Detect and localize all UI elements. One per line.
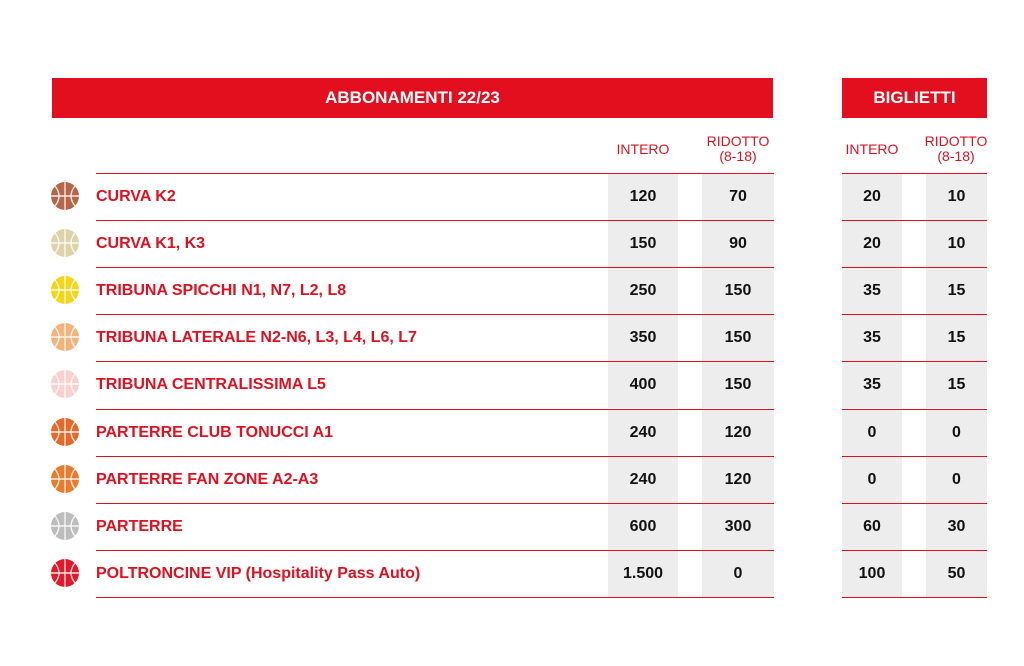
row-divider <box>96 597 774 598</box>
big-intero-cell: 20 <box>863 188 881 206</box>
big-ridotto-cell: 0 <box>952 423 961 441</box>
biglietti-title: BIGLIETTI <box>873 88 956 107</box>
col-header-label: RIDOTTO <box>706 133 770 149</box>
basketball-icon <box>50 464 80 494</box>
basketball-icon <box>50 511 80 541</box>
abb-ridotto-cell: 70 <box>729 188 747 206</box>
big-ridotto-cell: 0 <box>952 470 961 488</box>
row-divider <box>842 597 987 598</box>
abb-intero-cell: 250 <box>629 282 657 300</box>
big-ridotto-cell: 15 <box>947 282 966 300</box>
row-label: TRIBUNA LATERALE N2-N6, L3, L4, L6, L7 <box>96 329 417 347</box>
col-header-label: INTERO <box>845 140 899 157</box>
abb-ridotto-cell: 0 <box>733 564 743 582</box>
abb-ridotto-cell: 300 <box>724 517 752 535</box>
big-intero-cell: 0 <box>867 423 877 441</box>
biglietti-banner <box>842 78 987 118</box>
col-header-big-ridotto <box>920 131 992 167</box>
abb-intero-cell: 1.500 <box>622 564 664 582</box>
basketball-icon <box>50 181 80 211</box>
row-label: POLTRONCINE VIP (Hospitality Pass Auto) <box>96 564 421 582</box>
row-label: PARTERRE FAN ZONE A2-A3 <box>96 470 319 488</box>
basketball-icon <box>50 417 80 447</box>
abbonamenti-banner <box>52 78 773 118</box>
big-intero-cell: 20 <box>863 235 881 253</box>
abb-intero-cell: 600 <box>629 517 657 535</box>
big-ridotto-cell: 15 <box>947 329 966 347</box>
abb-ridotto-cell: 90 <box>729 235 747 253</box>
row-label: PARTERRE CLUB TONUCCI A1 <box>96 423 334 441</box>
abb-ridotto-cell: 120 <box>724 470 752 488</box>
basketball-icon <box>50 228 80 258</box>
row-label: TRIBUNA SPICCHI N1, N7, L2, L8 <box>96 282 347 300</box>
big-intero-cell: 100 <box>858 564 886 582</box>
row-label: PARTERRE <box>96 517 183 535</box>
abb-ridotto-cell: 150 <box>724 329 752 347</box>
basketball-icon <box>50 322 80 352</box>
abb-intero-cell: 240 <box>629 470 657 488</box>
big-ridotto-cell: 15 <box>947 376 966 394</box>
row-label: CURVA K2 <box>96 188 176 206</box>
col-header-big-intero <box>838 134 906 164</box>
abb-intero-cell: 240 <box>629 423 657 441</box>
basketball-icon <box>50 275 80 305</box>
abb-ridotto-cell: 150 <box>724 376 752 394</box>
big-intero-cell: 0 <box>867 470 877 488</box>
col-header-abb-ridotto <box>702 131 774 167</box>
row-label: TRIBUNA CENTRALISSIMA L5 <box>96 376 326 394</box>
abb-intero-cell: 350 <box>629 329 657 347</box>
col-header-label: INTERO <box>616 140 670 157</box>
abb-ridotto-cell: 120 <box>724 423 752 441</box>
abb-intero-cell: 150 <box>629 235 657 253</box>
abbonamenti-title: ABBONAMENTI 22/23 <box>325 88 500 107</box>
big-ridotto-cell: 50 <box>947 564 966 582</box>
col-header-sublabel: (8-18) <box>937 148 975 164</box>
col-header-sublabel: (8-18) <box>719 148 757 164</box>
big-intero-cell: 35 <box>863 329 881 347</box>
big-intero-cell: 35 <box>863 376 881 394</box>
basketball-icon <box>50 558 80 588</box>
big-intero-cell: 35 <box>863 282 881 300</box>
col-header-label: RIDOTTO <box>924 133 988 149</box>
row-label: CURVA K1, K3 <box>96 235 206 253</box>
abb-ridotto-cell: 150 <box>724 282 752 300</box>
big-ridotto-cell: 30 <box>947 517 966 535</box>
big-ridotto-cell: 10 <box>947 235 966 253</box>
basketball-icon <box>50 369 80 399</box>
big-ridotto-cell: 10 <box>947 188 966 206</box>
col-header-abb-intero <box>608 134 678 164</box>
big-intero-cell: 60 <box>863 517 881 535</box>
abb-intero-cell: 400 <box>629 376 657 394</box>
abb-intero-cell: 120 <box>629 188 657 206</box>
